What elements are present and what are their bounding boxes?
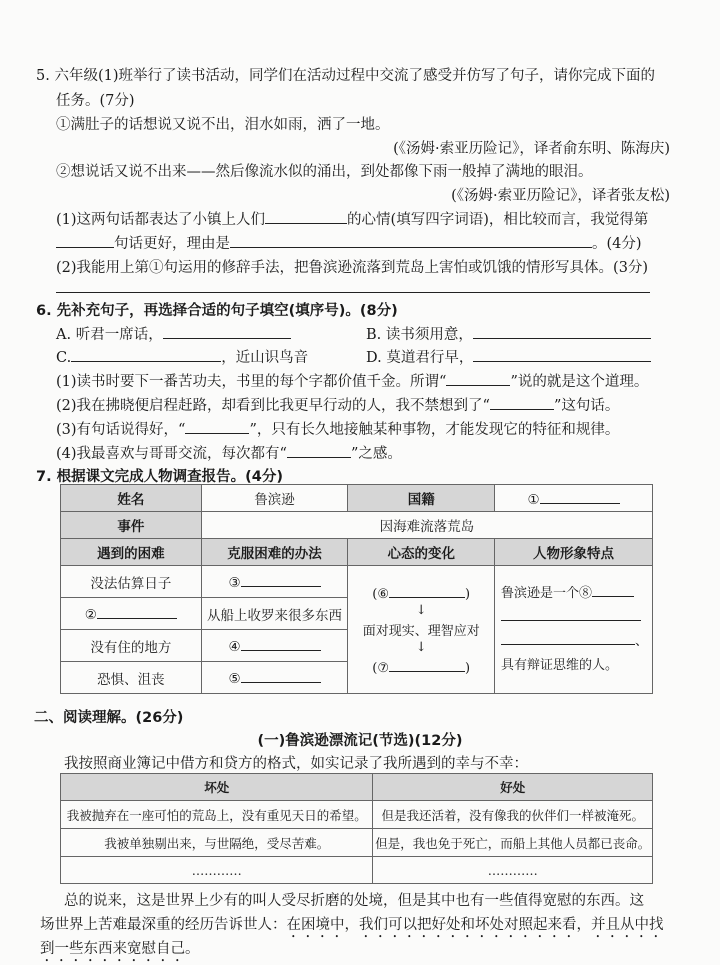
q6-item-1: (1)读书时要下一番苦功夫，书里的每个字都价值千金。所谓“ ”说的就是这个道理。 — [56, 370, 648, 391]
passage-conclusion-3 — [40, 937, 200, 965]
q6-blank-a[interactable] — [163, 324, 291, 339]
method-3[interactable]: ④ — [201, 630, 348, 662]
trait-cell[interactable]: 鲁滨逊是一个⑧ 、 具有辩证思维的人。 — [495, 566, 653, 694]
event-value: 因海难流落荒岛 — [201, 512, 652, 539]
q6-blank-d[interactable] — [473, 347, 651, 362]
passage-title: (一)鲁滨逊漂流记(节选)(12分) — [257, 733, 463, 749]
q6-blank-3[interactable] — [185, 419, 249, 434]
ledger-row-bad: ………… — [61, 857, 373, 884]
q5-blank-reason[interactable] — [230, 233, 592, 248]
q5-part1-line1: (1)这两句话都表达了小镇上人们 的心情(填写四字词语)，相比较而言，我觉得第 — [56, 208, 648, 229]
method-4[interactable]: ⑤ — [201, 662, 348, 694]
q6-blank-2[interactable] — [490, 395, 554, 410]
section-2-title: 二、阅读理解。(26分) — [34, 710, 184, 726]
q5-part2: (2)我能用上第①句运用的修辞手法，把鲁滨逊流落到荒岛上害怕或饥饿的情形写具体。(3分) — [56, 260, 649, 276]
q6-blank-b[interactable] — [473, 324, 651, 339]
nation-cell[interactable]: ① — [495, 485, 653, 512]
q5-source-1: (《汤姆·索亚历险记》，译者俞东明、陈海庆) — [393, 141, 670, 157]
ledger-header-good: 好处 — [373, 774, 653, 801]
q6-blank-c[interactable] — [71, 347, 221, 362]
q5-sentence-1: ①满肚子的话想说又说不出，泪水如雨，洒了一地。 — [56, 117, 390, 133]
difficulty-2[interactable]: ② — [61, 598, 202, 630]
passage-conclusion-1: 总的说来，这是世界上少有的叫人受尽折磨的处境，但是其中也有一些值得宽慰的东西。这 — [64, 893, 644, 909]
q5-blank-choice[interactable] — [56, 233, 114, 248]
emphasized-text-end: 到一些东西来宽慰自己。 — [40, 941, 200, 957]
ledger-row-good: ………… — [373, 857, 653, 884]
header-difficulty: 遇到的困难 — [61, 539, 202, 566]
method-2: 从船上收罗来很多东西 — [201, 598, 348, 630]
q6-item-2: (2)我在拂晓便启程赶路，却看到比我更早行动的人，我不禁想到了“ ”这句话。 — [56, 394, 619, 415]
q6-item-3: (3)有句话说得好，“ ”，只有长久地接触某种事物，才能发现它的特征和规律。 — [56, 418, 619, 439]
event-label: 事件 — [61, 512, 202, 539]
arrow-down-icon: ↓ — [415, 640, 427, 655]
q6-option-c: C. ，近山识鸟音 — [56, 346, 308, 367]
q7-title: 7. 根据课文完成人物调查报告。(4分) — [36, 469, 283, 485]
q7-report-table — [60, 484, 653, 694]
passage-intro: 我按照商业簿记中借方和贷方的格式，如实记录了我所遇到的幸与不幸： — [64, 756, 528, 772]
header-trait: 人物形象特点 — [495, 539, 653, 566]
passage-ledger-table — [60, 773, 653, 884]
q6-option-d: D. 莫道君行早， — [366, 346, 651, 367]
q5-part1-line2: 句话更好，理由是 。(4分) — [56, 232, 642, 253]
q6-title: 6. 先补充句子，再选择合适的句子填空(填序号)。(8分) — [36, 303, 398, 319]
header-mood: 心态的变化 — [348, 539, 495, 566]
q6-item-4: (4)我最喜欢与哥哥交流，每次都有“ ”之感。 — [56, 442, 402, 463]
q6-option-a: A. 听君一席话， — [56, 323, 291, 344]
ledger-row-good: 但是，我也免于死亡，而船上其他人员都已丧命。 — [373, 829, 653, 857]
q6-option-b: B. 读书须用意， — [366, 323, 651, 344]
header-method: 克服困难的办法 — [201, 539, 348, 566]
difficulty-4: 恐惧、沮丧 — [61, 662, 202, 694]
nation-label: 国籍 — [348, 485, 495, 512]
mood-blank-6[interactable]: (⑥ ) — [348, 583, 494, 602]
q6-blank-4[interactable] — [287, 443, 351, 458]
name-value: 鲁滨逊 — [201, 485, 348, 512]
emphasized-text: 在困境中，我们可以把好处和坏处对照起来看，并且从中找 — [286, 917, 664, 933]
q6-blank-1[interactable] — [446, 371, 510, 386]
arrow-down-icon: ↓ — [415, 603, 427, 618]
ledger-row-bad: 我被抛弃在一座可怕的荒岛上，没有重见天日的希望。 — [61, 801, 373, 829]
mood-middle: 面对现实、理智应对 — [362, 624, 480, 639]
passage-conclusion-2: 场世界上苦难最深重的经历告诉世人：在困境中，我们可以把好处和坏处对照起来看，并且从中找 — [40, 917, 664, 933]
method-1[interactable]: ③ — [201, 566, 348, 598]
ledger-row-good: 但是我还活着，没有像我的伙伴们一样被淹死。 — [373, 801, 653, 829]
q5-line1: 5. 六年级(1)班举行了读书活动，同学们在活动过程中交流了感受并仿写了句子，请你完成下面的 — [36, 68, 655, 84]
q5-source-2: (《汤姆·索亚历险记》，译者张友松) — [451, 188, 670, 204]
difficulty-3: 没有住的地方 — [61, 630, 202, 662]
q5-blank-feeling[interactable] — [265, 209, 347, 224]
mood-cell — [348, 566, 495, 694]
q5-line2: 任务。(7分) — [56, 93, 135, 109]
q5-sentence-2: ②想说话又说不出来——然后像流水似的涌出，到处都像下雨一般掉了满地的眼泪。 — [56, 164, 593, 180]
difficulty-1: 没法估算日子 — [61, 566, 202, 598]
ledger-row-bad: 我被单独剔出来，与世隔绝，受尽苦难。 — [61, 829, 373, 857]
q5-answer-line[interactable] — [56, 292, 650, 293]
name-label: 姓名 — [61, 485, 202, 512]
ledger-header-bad: 坏处 — [61, 774, 373, 801]
mood-blank-7[interactable]: (⑦ ) — [348, 657, 494, 676]
